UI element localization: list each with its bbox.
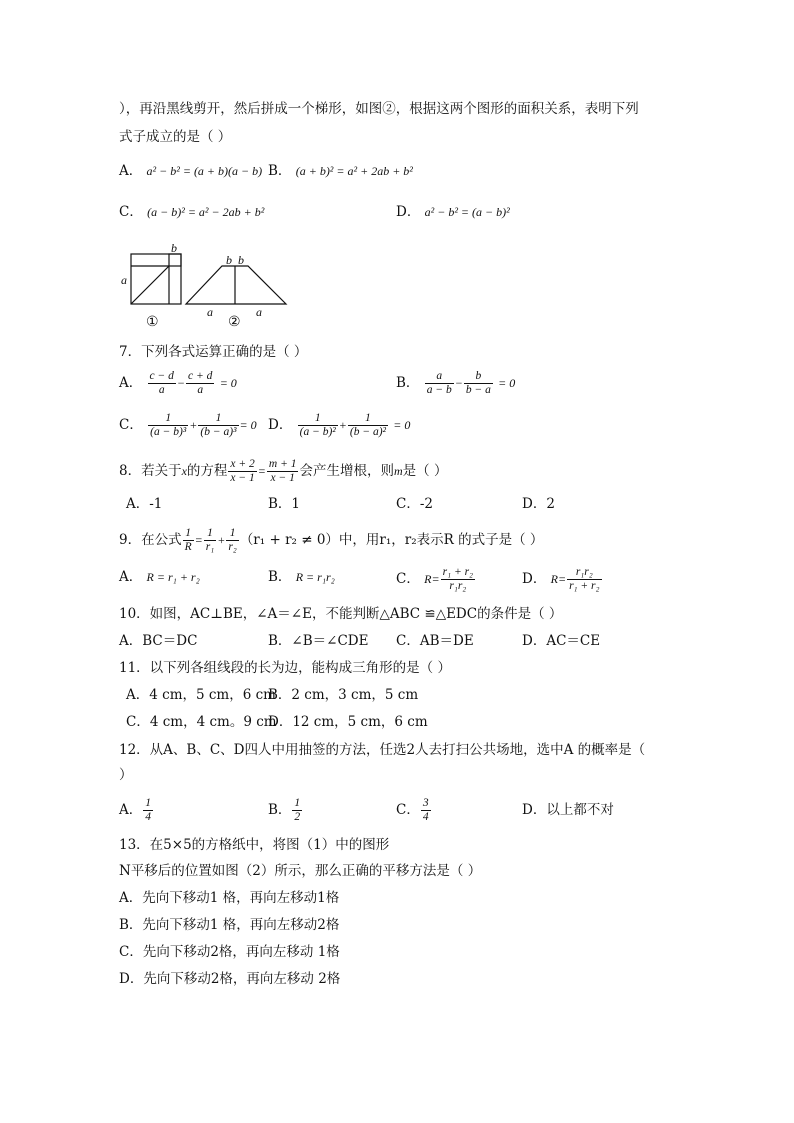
q7-d-rhs: = 0 (393, 418, 411, 432)
q9-frac-r1 (204, 527, 216, 554)
q12-stem2: ） (119, 767, 133, 783)
q7-b-d1: a − b (426, 384, 452, 396)
q7-b-rhs: = 0 (498, 376, 516, 390)
q9-frac-r2 (226, 527, 238, 554)
q7-d-n1: 1 (298, 412, 338, 426)
q7-a-frac1 (148, 370, 176, 397)
q9-stem: 9．在公式 $\frac{1}{R}$ = $\frac{1}{\text{r₁}}$ + $\frac{1}{\text{r₂}}$ （r₁ + r₂ ≠ 0）中，用r₁，r₂表示R 的式子是（ ） (119, 527, 544, 553)
q9-r2: r₂ (228, 541, 237, 553)
q7-a-frac2 (186, 370, 214, 397)
q9-d-n: r₁r₂ (567, 566, 601, 580)
q9-option-d: D． R= $\frac{\text{r₁r₂}}{\text{r₁ + r₂}}$ (522, 566, 600, 592)
q6-option-c-label: C． (119, 204, 143, 220)
q12-option-b-label: B． (268, 802, 292, 818)
q7-c-frac1 (148, 412, 188, 439)
q7-option-b-label: B． (396, 375, 420, 391)
q8-option-c: C．-2 (396, 496, 433, 512)
q7-option-d-label: D． (268, 417, 293, 433)
q9-option-b-formula: R = r₁r₂ (295, 570, 335, 584)
q7-c-d2: (b − a)³ (200, 426, 237, 438)
q10-option-c: C．AB＝DE (396, 633, 474, 649)
q6-option-c (119, 203, 264, 221)
q9-d-frac (567, 566, 601, 593)
q12-option-b (268, 797, 303, 824)
q6-option-b-formula: (a + b)² = a² + 2ab + b² (295, 164, 413, 178)
q9-option-a (119, 568, 200, 586)
q10-option-a: A．BC＝DC (119, 633, 198, 649)
fig2-label-b1: b (226, 253, 232, 267)
q8-stem: 8．若关于x的方程 $\frac{x + 2}{x - 1}$ = $\frac{m + 1}{x - 1}$ 会产生增根，则m是（ ） (119, 458, 448, 484)
q7-c-n2: 1 (198, 412, 238, 426)
q8-frac2 (267, 458, 299, 485)
q9-c-n: r₁ + r₂ (442, 566, 474, 578)
q9-option-b (268, 568, 335, 586)
q9-pre: 9．在公式 (119, 532, 182, 548)
q6-option-a-formula: a² − b² = (a + b)(a − b) (146, 164, 263, 178)
q7-d-d1: (a − b)² (299, 426, 336, 438)
q7-c-n1: 1 (148, 412, 188, 426)
q13-stem2: N平移后的位置如图（2）所示，那么正确的平移方法是（ ） (119, 863, 482, 879)
q9-c-frac (441, 566, 475, 593)
q7-a-n2: c + d (188, 370, 213, 382)
q7-option-a-label: A． (119, 375, 143, 391)
q8-d2: x − 1 (270, 472, 295, 484)
q8-option-a: A．-1 (126, 496, 163, 512)
q12-option-a-label: A． (119, 802, 143, 818)
q9-one-c: 1 (226, 527, 238, 541)
q8-n1: x + 2 (230, 458, 255, 470)
q8-mid: 的方程 (186, 463, 228, 479)
q7-a-rhs: = 0 (219, 376, 237, 390)
q7-c-d1: (a − b)³ (150, 426, 187, 438)
q8-pre: 8．若关于 (119, 463, 182, 479)
q12-b-n: 1 (294, 797, 301, 809)
q8-frac1 (228, 458, 256, 485)
q9-frac-r (183, 527, 194, 554)
q12-option-c-label: C． (396, 802, 420, 818)
q7-d-frac1 (298, 412, 338, 439)
q9-option-c: C． R= $\frac{\text{r₁ + r₂}}{\text{r₁r₂}}$ (396, 566, 474, 592)
q13-option-c: C．先向下移动2格，再向左移动 1格 (119, 944, 340, 960)
q6-option-d-label: D． (396, 204, 421, 220)
fig1-diagonal (131, 266, 169, 304)
q10-option-d: D．AC＝CE (522, 633, 601, 649)
q12-b-d: 2 (294, 811, 301, 823)
q12-c-d: 4 (422, 811, 429, 823)
q12-a-frac (143, 797, 153, 824)
q13-option-d: D．先向下移动2格，再向左移动 2格 (119, 971, 341, 987)
q7-option-a: A． $\frac{c - d}{a}$ − $\frac{c + d}{a}$ = 0 (119, 370, 237, 396)
q7-b-frac2 (464, 370, 493, 397)
q7-a-d1: a (158, 384, 165, 396)
q7-a-n1: c − d (149, 370, 174, 382)
q7-b-d2: b − a (465, 384, 491, 396)
q7-c-rhs: = 0 (239, 418, 257, 432)
q11-stem: 11．以下列各组线段的长为边，能构成三角形的是（ ） (119, 660, 451, 676)
q6-option-b (268, 162, 413, 180)
q8-option-d: D．2 (522, 496, 555, 512)
q10-option-b: B．∠B＝∠CDE (268, 633, 369, 649)
q7-option-c: C． $\frac{1}{\text{(a − b)³}}$ + $\frac{1}{\text{(b − a)³}}$ = 0 (119, 412, 257, 438)
q8-post2: 是（ ） (402, 463, 448, 479)
q13-stem: 13．在5×5的方格纸中，将图（1）中的图形 (119, 837, 390, 853)
q11-option-a: A．4 cm，5 cm，6 cm (126, 687, 276, 703)
q6-option-a-label: A． (119, 163, 143, 179)
q7-d-d2: (b − a)² (349, 426, 386, 438)
q8-var-x: x (181, 464, 187, 478)
q11-option-c: C．4 cm，4 cm。9 cm (126, 714, 277, 730)
fig1-label-b: b (171, 241, 177, 255)
q13-option-a: A．先向下移动1 格，再向左移动1格 (119, 890, 340, 906)
fig1-small-square (169, 254, 181, 266)
q9-c-d: r₁r₂ (449, 580, 467, 592)
fig2-label-a2: a (256, 305, 262, 319)
fig2-number: ② (228, 314, 241, 330)
q7-c-frac2 (198, 412, 238, 439)
q8-var-m: m (393, 464, 403, 478)
q9-one-b: 1 (204, 527, 216, 541)
q7-stem: 7．下列各式运算正确的是（ ） (119, 344, 308, 360)
q12-option-a (119, 797, 154, 824)
q12-c-n: 3 (422, 797, 429, 809)
q7-option-c-label: C． (119, 417, 143, 433)
fig2-label-b2: b (238, 253, 244, 267)
q6-line2: 式子成立的是（ ） (119, 129, 232, 145)
fig1-label-a: a (121, 273, 127, 287)
q9-option-a-label: A． (119, 569, 143, 585)
fig2-trapezoid (186, 266, 286, 304)
q7-d-frac2 (348, 412, 388, 439)
q7-option-b: B． $\frac{a}{a - b}$ − $\frac{b}{b - a}$ = 0 (396, 370, 516, 396)
q8-n2: m + 1 (268, 458, 297, 470)
q9-option-c-R: R (424, 572, 432, 586)
q9-option-d-R: R (550, 572, 558, 586)
q12-option-d: D．以上都不对 (522, 802, 614, 818)
q9-d-d: r₁ + r₂ (569, 580, 600, 592)
q7-b-frac1 (425, 370, 454, 397)
fig2-label-a1: a (207, 305, 213, 319)
q6-figure (116, 240, 296, 332)
q6-option-c-formula: (a − b)² = a² − 2ab + b² (147, 205, 265, 219)
q9-r1: r₁ (205, 541, 215, 553)
q11-option-d: D．12 cm，5 cm，6 cm (268, 714, 428, 730)
q9-condition: （r₁ + r₂ ≠ 0）中，用r₁，r₂表示R 的式子是（ ） (239, 532, 544, 548)
q10-stem: 10．如图，AC⊥BE，∠A＝∠E，不能判断△ABC ≌△EDC的条件是（ ） (119, 606, 563, 622)
q7-d-n2: 1 (348, 412, 388, 426)
q9-option-c-label: C． (396, 571, 420, 587)
q11-option-b: B．2 cm，3 cm，5 cm (268, 687, 419, 703)
q9-option-b-label: B． (268, 569, 292, 585)
q7-b-n1: a (425, 370, 454, 384)
q7-a-d2: a (197, 384, 204, 396)
q12-stem: 12．从A、B、C、D四人中用抽签的方法，任选2人去打扫公共场地，选中A 的概率是（ (119, 742, 646, 758)
q9-one-a: 1 (183, 527, 194, 541)
q7-option-d: D． $\frac{1}{\text{(a − b)²}}$ + $\frac{1}{\text{(b − a)²}}$ = 0 (268, 412, 411, 438)
q6-option-d-formula: a² − b² = (a − b)² (424, 205, 510, 219)
q6-option-a (119, 162, 262, 180)
q8-option-b: B．1 (268, 496, 301, 512)
q6-option-d (396, 203, 510, 221)
q6-option-b-label: B． (268, 163, 292, 179)
fig1-number: ① (146, 314, 159, 330)
q8-post: 会产生增根，则 (299, 463, 394, 479)
q12-a-d: 4 (145, 811, 151, 823)
q9-option-d-label: D． (522, 571, 547, 587)
q12-a-n: 1 (145, 797, 151, 809)
q9-R: R (184, 541, 192, 553)
q12-option-c (396, 797, 432, 824)
q12-b-frac (292, 797, 302, 824)
q6-line1: ），再沿黑线剪开，然后拼成一个梯形，如图②，根据这两个图形的面积关系，表明下列 (119, 101, 639, 117)
q9-option-a-formula: R = r₁ + r₂ (146, 570, 200, 584)
q12-c-frac (421, 797, 431, 824)
q7-b-n2: b (464, 370, 493, 384)
q8-d1: x − 1 (230, 472, 255, 484)
q13-option-b: B．先向下移动1 格，再向左移动2格 (119, 917, 340, 933)
